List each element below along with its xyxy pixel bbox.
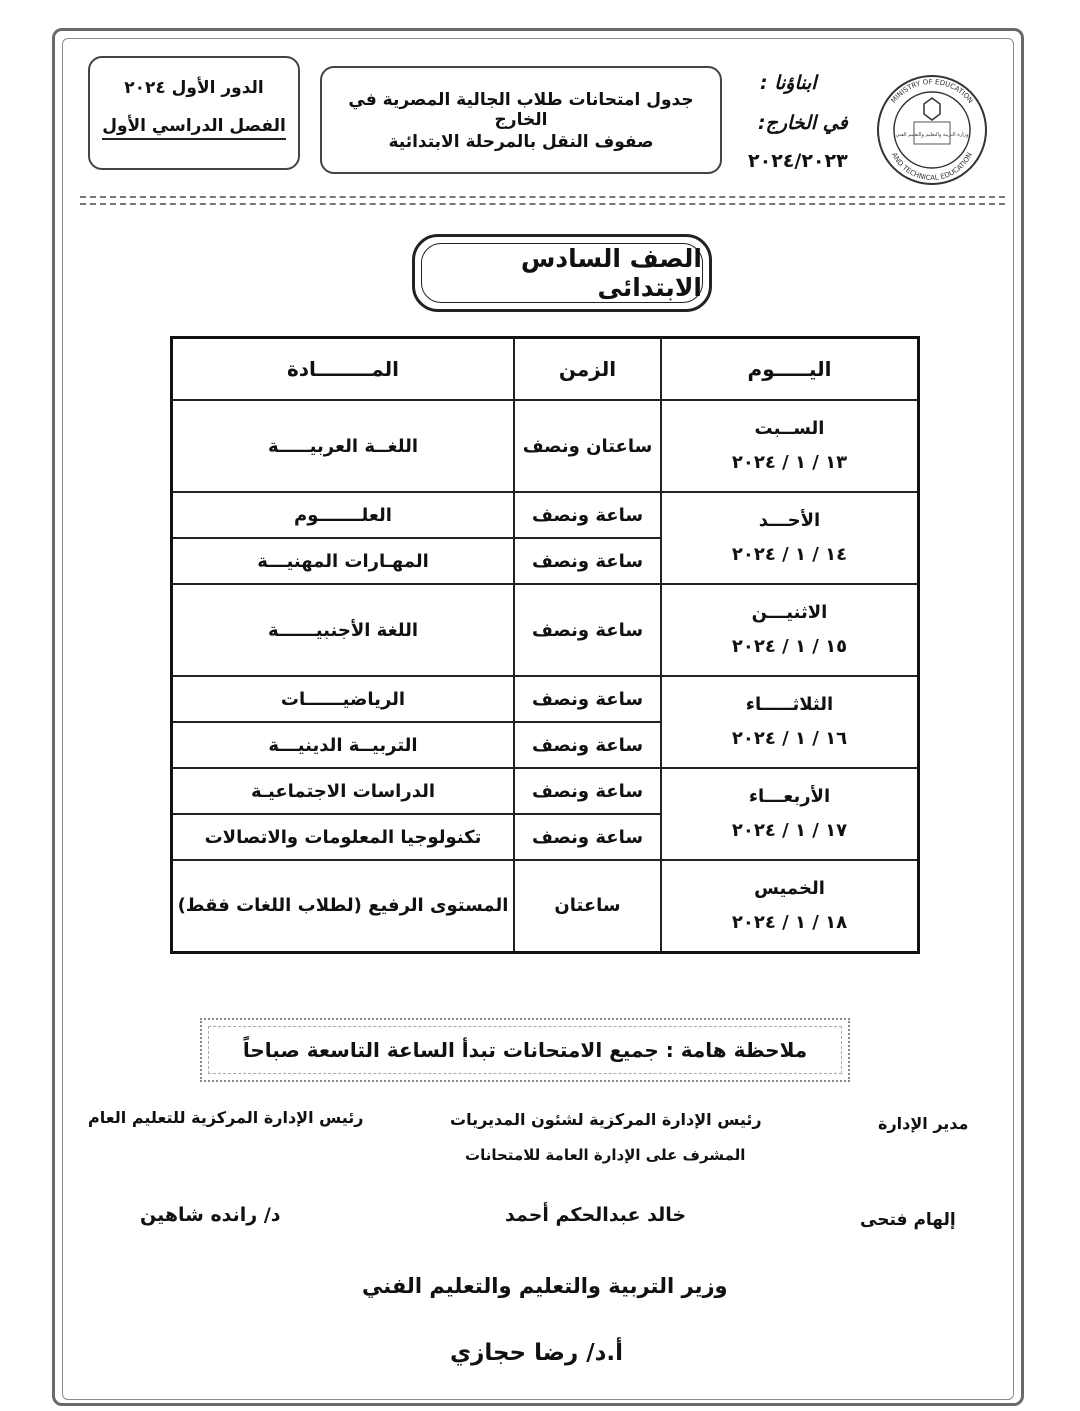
seal-center-text: وزارة التربية والتعليم والتعليم الفني [895, 132, 969, 138]
day-cell [661, 860, 919, 952]
day-date: ١٣ / ١ / ٢٠٢٤ [731, 452, 848, 473]
day-name: الأحـــد [758, 509, 821, 531]
header-title-line1: جدول امتحانات طلاب الجالية المصرية في الخارج [348, 90, 694, 130]
seal-ring-top: MINISTRY OF EDUCATION [889, 77, 975, 105]
ministry-seal-icon [872, 70, 992, 190]
time-cell: ساعتان ونصف [514, 400, 661, 492]
minister-name: أ.د/ رضا حجازي [450, 1340, 624, 1366]
day-cell [661, 492, 919, 584]
important-note-frame [200, 1018, 850, 1082]
signature-left-name: د/ رانده شاهين [140, 1204, 281, 1226]
time-cell: ساعة ونصف [514, 768, 661, 814]
subject-cell: الدراسات الاجتماعيـة [172, 768, 515, 814]
header-session-line1: الدور الأول ٢٠٢٤ [124, 78, 264, 98]
header-subject: المــــــــادة [172, 338, 515, 401]
time-cell: ساعتان [514, 860, 661, 952]
subject-cell: اللغــة العربيـــــة [172, 400, 515, 492]
day-date: ١٥ / ١ / ٢٠٢٤ [731, 636, 848, 657]
day-cell [661, 676, 919, 768]
subject-cell: الرياضيــــــات [172, 676, 515, 722]
grade-title: الصف السادس الابتدائى [421, 243, 703, 303]
day-cell [661, 400, 919, 492]
exam-schedule-table [170, 336, 920, 954]
signature-left-title: رئيس الإدارة المركزية للتعليم العام [88, 1108, 364, 1127]
subject-cell: المستوى الرفيع (لطلاب اللغات فقط) [172, 860, 515, 952]
header-right-line2: في الخارج: [758, 112, 848, 134]
signature-right-title: مدير الإدارة [878, 1114, 969, 1133]
day-cell [661, 768, 919, 860]
time-cell: ساعة ونصف [514, 492, 661, 538]
day-date: ١٤ / ١ / ٢٠٢٤ [731, 544, 848, 565]
header-day: اليـــــوم [661, 338, 919, 401]
day-name: الخميس [754, 877, 825, 899]
header-title-line2: صفوف النقل بالمرحلة الابتدائية [388, 132, 654, 152]
table-row [172, 676, 919, 722]
subject-cell: العلـــــــوم [172, 492, 515, 538]
header-divider-2 [80, 203, 1005, 205]
table-header-row [172, 338, 919, 401]
signature-center-subtitle: المشرف على الإدارة العامة للامتحانات [465, 1146, 746, 1164]
table-row [172, 400, 919, 492]
time-cell: ساعة ونصف [514, 584, 661, 676]
day-date: ١٨ / ١ / ٢٠٢٤ [731, 911, 848, 933]
day-date: ١٦ / ١ / ٢٠٢٤ [731, 728, 848, 749]
subject-cell: اللغة الأجنبيــــــة [172, 584, 515, 676]
header-session-box [88, 56, 300, 170]
svg-text:AND TECHNICAL EDUCATION [890, 151, 974, 182]
time-cell: ساعة ونصف [514, 814, 661, 860]
subject-cell: التربيــة الدينيـــة [172, 722, 515, 768]
signature-center-name: خالد عبدالحكم أحمد [505, 1204, 687, 1226]
header-right-line1: ابناؤنا : [760, 72, 817, 94]
day-name: الســبت [754, 417, 825, 439]
header-title-box [320, 66, 722, 174]
day-date: ١٧ / ١ / ٢٠٢٤ [731, 820, 848, 841]
day-cell [661, 584, 919, 676]
table-row [172, 584, 919, 676]
time-cell: ساعة ونصف [514, 676, 661, 722]
subject-cell: تكنولوجيا المعلومات والاتصالات [172, 814, 515, 860]
header-divider [80, 196, 1005, 198]
signature-center-title: رئيس الإدارة المركزية لشئون المديريات [450, 1110, 762, 1129]
grade-title-frame [412, 234, 712, 312]
day-name: الثلاثـــــاء [745, 693, 834, 715]
seal-ring-bottom: AND TECHNICAL EDUCATION [890, 151, 974, 183]
table-row [172, 768, 919, 814]
day-name: الأربعـــاء [748, 785, 831, 807]
signature-right-name: إلهام فتحى [860, 1210, 956, 1230]
table-row [172, 492, 919, 538]
day-name: الاثنيـــن [751, 601, 828, 623]
table-row [172, 860, 919, 952]
header-right-line3: ٢٠٢٤/٢٠٢٣ [748, 150, 848, 172]
time-cell: ساعة ونصف [514, 538, 661, 584]
important-note: ملاحظة هامة : جميع الامتحانات تبدأ الساعة التاسعة صباحاً [208, 1026, 842, 1074]
header-session-line2: الفصل الدراسي الأول [102, 116, 286, 140]
header-time: الزمن [514, 338, 661, 401]
minister-title: وزير التربية والتعليم والتعليم الفني [362, 1274, 728, 1298]
subject-cell: المهـارات المهنيـــة [172, 538, 515, 584]
time-cell: ساعة ونصف [514, 722, 661, 768]
